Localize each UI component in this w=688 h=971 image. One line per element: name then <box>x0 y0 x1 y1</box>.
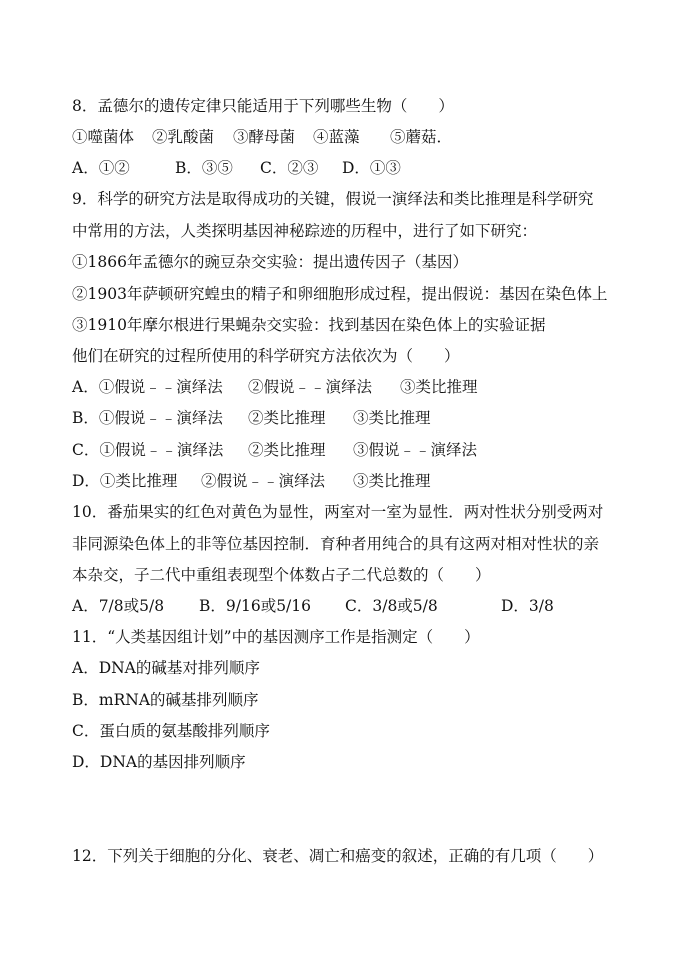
q9-fact-1: ①1866年孟德尔的豌豆杂交实验：提出遗传因子（基因） <box>72 253 468 271</box>
q9-option-c-part-3: ③假说﹣﹣演绎法 <box>353 441 478 459</box>
q10-option-d: D．3/8 <box>501 597 554 615</box>
q11-stem: 11．“人类基因组计划”中的基因测序工作是指测定（ ） <box>72 628 480 646</box>
q9-fact-3: ③1910年摩尔根进行果蝇杂交实验：找到基因在染色体上的实验证据 <box>72 316 546 334</box>
q9-option-c-part-1: C．①假说﹣﹣演绎法 <box>72 441 224 459</box>
q10-option-a: A．7/8或5/8 <box>72 597 165 615</box>
q8-options <box>72 158 401 178</box>
q10-stem-line-2: 非同源染色体上的非等位基因控制．育种者用纯合的具有这两对相对性状的亲 <box>72 535 600 553</box>
q9-option-b-part-1: B．①假说﹣﹣演绎法 <box>72 409 223 427</box>
q9-option-b-part-2: ②类比推理 <box>248 409 326 427</box>
q9-option-c <box>72 440 477 460</box>
q11-option-d: D．DNA的基因排列顺序 <box>72 753 246 771</box>
q10-option-b: B．9/16或5/16 <box>199 597 312 615</box>
q9-option-a-part-2: ②假说﹣﹣演绎法 <box>248 378 373 396</box>
q8-option-c: C．②③ <box>260 159 319 177</box>
q9-option-b <box>72 408 431 428</box>
q8-option-d: D．①③ <box>342 159 401 177</box>
q9-option-a-part-3: ③类比推理 <box>400 378 478 396</box>
q8-option-b: B．③⑤ <box>175 159 233 177</box>
q12-stem: 12．下列关于细胞的分化、衰老、凋亡和癌变的叙述，正确的有几项（ ） <box>72 847 604 865</box>
q9-option-a-part-1: A．①假说﹣﹣演绎法 <box>72 378 223 396</box>
q10-option-c: C．3/8或5/8 <box>345 597 438 615</box>
q11-option-c: C．蛋白质的氨基酸排列顺序 <box>72 722 270 740</box>
q9-question: 他们在研究的过程所使用的科学研究方法依次为（ ） <box>72 347 460 365</box>
q10-stem-line-1: 10．番茄果实的红色对黄色为显性，两室对一室为显性．两对性状分别受两对 <box>72 503 604 521</box>
q8-item-3: ③酵母菌 <box>233 128 296 146</box>
q9-option-a <box>72 377 478 397</box>
q9-fact-2: ②1903年萨顿研究蝗虫的精子和卵细胞形成过程，提出假说：基因在染色体上 <box>72 285 608 303</box>
q11-option-a: A．DNA的碱基对排列顺序 <box>72 659 260 677</box>
q8-item-4: ④蓝藻 <box>313 128 360 146</box>
q9-option-d-part-1: D．①类比推理 <box>72 472 178 490</box>
q9-option-d-part-3: ③类比推理 <box>353 472 431 490</box>
q9-option-d <box>72 471 431 491</box>
q11-option-b: B．mRNA的碱基排列顺序 <box>72 691 259 709</box>
q10-stem-line-3: 本杂交，子二代中重组表现型个体数占子二代总数的（ ） <box>72 566 491 584</box>
q9-option-b-part-3: ③类比推理 <box>353 409 431 427</box>
q8-item-5: ⑤蘑菇． <box>390 128 453 146</box>
q8-items <box>72 127 452 147</box>
q9-stem-line-2: 中常用的方法，人类探明基因神秘踪迹的历程中，进行了如下研究： <box>72 222 538 240</box>
q8-item-2: ②乳酸菌 <box>152 128 215 146</box>
q10-options <box>72 596 554 616</box>
q8-option-a: A．①② <box>72 159 130 177</box>
q9-option-d-part-2: ②假说﹣﹣演绎法 <box>201 472 326 490</box>
q9-stem-line-1: 9．科学的研究方法是取得成功的关键，假说一演绎法和类比推理是科学研究 <box>72 190 594 208</box>
q8-item-1: ①噬菌体 <box>72 128 135 146</box>
q9-option-c-part-2: ②类比推理 <box>248 441 326 459</box>
q8-stem: 8．孟德尔的遗传定律只能适用于下列哪些生物（ ） <box>72 97 454 115</box>
